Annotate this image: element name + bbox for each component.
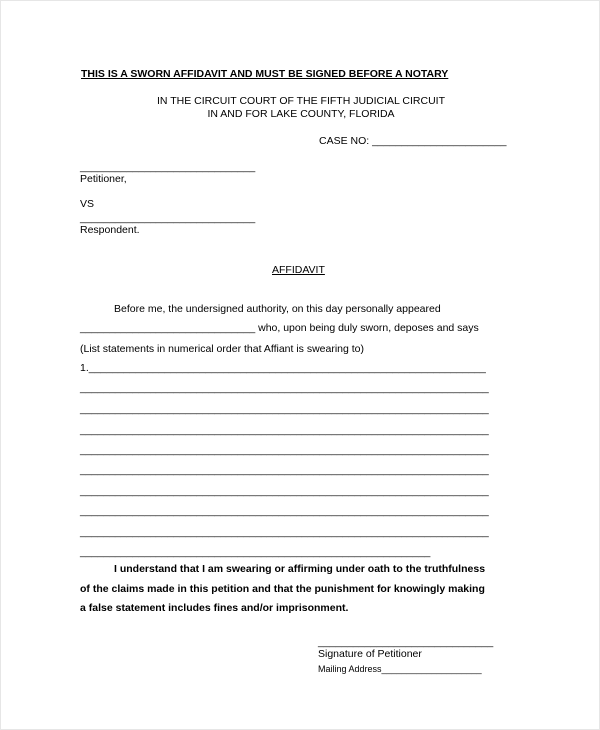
- intro-text: Before me, the undersigned authority, on this day personally appeared: [114, 303, 441, 315]
- statement-line: ______________________________________________________________________: [80, 526, 489, 538]
- case-number: CASE NO: _______________________: [319, 135, 507, 147]
- declaration-line-2: of the claims made in this petition and that the punishment for knowingly making: [80, 583, 485, 595]
- statement-line: ______________________________________________________________________: [80, 505, 489, 517]
- petitioner-label: Petitioner,: [80, 173, 127, 185]
- signature-label: Signature of Petitioner: [318, 648, 422, 660]
- instructions-text: (List statements in numerical order that Affiant is swearing to): [80, 343, 365, 355]
- respondent-label: Respondent.: [80, 224, 140, 236]
- affiant-line: ______________________________ who, upon being duly sworn, deposes and says: [80, 322, 479, 334]
- statement-line: 1.____________________________________________________________________: [80, 362, 486, 374]
- signature-blank: ______________________________: [318, 636, 494, 648]
- petitioner-blank: ______________________________: [80, 161, 256, 173]
- mailing-address: Mailing Address____________________: [318, 664, 482, 674]
- court-line-2: IN AND FOR LAKE COUNTY, FLORIDA: [207, 108, 395, 120]
- statement-line: ______________________________________________________________________: [80, 382, 489, 394]
- sworn-notice: THIS IS A SWORN AFFIDAVIT AND MUST BE SIGNED BEFORE A NOTARY: [81, 68, 449, 80]
- statement-line: ______________________________________________________________________: [80, 464, 489, 476]
- court-line-1: IN THE CIRCUIT COURT OF THE FIFTH JUDICIAL CIRCUIT: [157, 95, 445, 107]
- statement-line: ______________________________________________________________________: [80, 424, 489, 436]
- declaration-line-3: a false statement includes fines and/or imprisonment.: [80, 602, 349, 614]
- statement-line: ______________________________________________________________________: [80, 403, 489, 415]
- statement-line: ______________________________________________________________________: [80, 444, 489, 456]
- declaration-line-1: I understand that I am swearing or affirming under oath to the truthfulness: [114, 563, 486, 575]
- respondent-blank: ______________________________: [80, 212, 256, 224]
- affidavit-title: AFFIDAVIT: [272, 264, 325, 276]
- vs-label: VS: [80, 198, 95, 210]
- statement-line: ______________________________________________________________________: [80, 485, 489, 497]
- statement-line: ____________________________________________________________: [80, 546, 431, 558]
